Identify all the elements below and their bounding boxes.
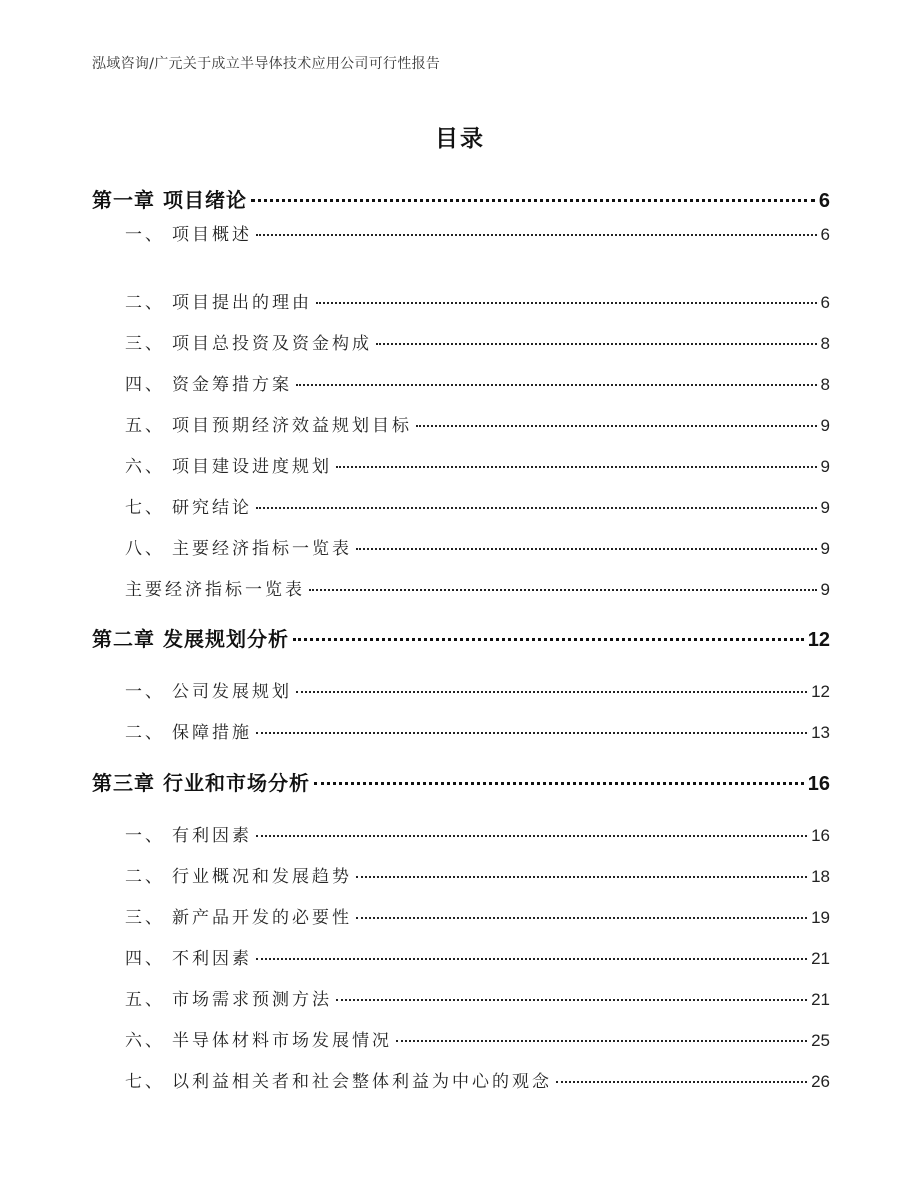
toc-section-number: 七、 xyxy=(125,1072,165,1092)
toc-section-number: 一、 xyxy=(125,225,165,245)
toc-section-1-1[interactable] xyxy=(125,220,830,245)
toc-section-3-3[interactable] xyxy=(125,903,830,928)
toc-leader-dots xyxy=(293,638,804,641)
toc-chapter-title: 第二章 发展规划分析 xyxy=(92,627,289,651)
toc-section-3-6[interactable] xyxy=(125,1026,830,1051)
toc-section-title: 以利益相关者和社会整体利益为中心的观念 xyxy=(172,1072,552,1092)
toc-section-number: 四、 xyxy=(125,949,165,969)
toc-section-1-3[interactable] xyxy=(125,329,830,354)
toc-leader-dots xyxy=(296,384,817,386)
toc-section-number: 二、 xyxy=(125,723,165,743)
toc-section-title: 主要经济指标一览表 xyxy=(172,539,352,559)
toc-section-title: 市场需求预测方法 xyxy=(172,990,332,1010)
toc-section-number: 三、 xyxy=(125,908,165,928)
toc-section-title: 项目预期经济效益规划目标 xyxy=(172,416,412,436)
toc-page-number: 21 xyxy=(811,990,830,1009)
toc-page-number: 9 xyxy=(820,498,830,517)
toc-section-1-6[interactable] xyxy=(125,452,830,477)
toc-section-title: 保障措施 xyxy=(172,723,252,743)
toc-page-number: 8 xyxy=(820,334,830,353)
toc-leader-dots xyxy=(376,343,817,345)
toc-leader-dots xyxy=(336,466,817,468)
toc-section-number: 五、 xyxy=(125,416,165,436)
toc-page-number: 18 xyxy=(811,867,830,886)
toc-page-number: 21 xyxy=(811,949,830,968)
toc-section-title: 不利因素 xyxy=(172,949,252,969)
toc-section-title: 项目概述 xyxy=(172,225,252,245)
toc-page-number: 26 xyxy=(811,1072,830,1091)
toc-leader-dots xyxy=(256,835,807,837)
toc-section-title: 资金筹措方案 xyxy=(172,375,292,395)
toc-section-title: 项目建设进度规划 xyxy=(172,457,332,477)
toc-page-number: 16 xyxy=(807,773,830,795)
toc-section-3-1[interactable] xyxy=(125,821,830,846)
toc-page-number: 19 xyxy=(811,908,830,927)
toc-section-1-2[interactable] xyxy=(125,288,830,313)
toc-page-number: 6 xyxy=(818,190,830,212)
toc-leader-dots xyxy=(256,958,807,960)
toc-leader-dots xyxy=(336,999,807,1001)
toc-section-number: 一、 xyxy=(125,682,165,702)
toc-section-title: 研究结论 xyxy=(172,498,252,518)
toc-section-number: 四、 xyxy=(125,375,165,395)
toc-section-title: 主要经济指标一览表 xyxy=(125,580,305,600)
toc-section-title: 新产品开发的必要性 xyxy=(172,908,352,928)
toc-leader-dots xyxy=(251,199,815,202)
toc-section-title: 公司发展规划 xyxy=(172,682,292,702)
toc-section-number: 三、 xyxy=(125,334,165,354)
toc-leader-dots xyxy=(256,507,817,509)
toc-page-number: 9 xyxy=(820,539,830,558)
toc-page-number: 12 xyxy=(807,629,830,651)
toc-section-number: 八、 xyxy=(125,539,165,559)
toc-section-title: 项目总投资及资金构成 xyxy=(172,334,372,354)
toc-leader-dots xyxy=(314,782,804,785)
toc-section-title: 项目提出的理由 xyxy=(172,293,312,313)
toc-leader-dots xyxy=(256,234,817,236)
toc-section-1-7[interactable] xyxy=(125,493,830,518)
toc-leader-dots xyxy=(356,876,807,878)
page-header: 泓域咨询/广元关于成立半导体技术应用公司可行性报告 xyxy=(92,56,441,72)
toc-section-2-1[interactable] xyxy=(125,677,830,702)
toc-page-number: 25 xyxy=(811,1031,830,1050)
toc-leader-dots xyxy=(309,589,817,591)
toc-chapter-2[interactable] xyxy=(92,623,830,652)
toc-page-number: 13 xyxy=(811,723,830,742)
toc-leader-dots xyxy=(356,548,817,550)
toc-section-title: 有利因素 xyxy=(172,826,252,846)
toc-section-title: 半导体材料市场发展情况 xyxy=(172,1031,392,1051)
toc-leader-dots xyxy=(356,917,807,919)
toc-section-number: 六、 xyxy=(125,457,165,477)
toc-chapter-3[interactable] xyxy=(92,767,830,796)
toc-table-entry[interactable] xyxy=(125,575,830,600)
toc-leader-dots xyxy=(396,1040,807,1042)
toc-section-3-4[interactable] xyxy=(125,944,830,969)
toc-leader-dots xyxy=(316,302,817,304)
toc-page-number: 16 xyxy=(811,826,830,845)
toc-section-1-4[interactable] xyxy=(125,370,830,395)
toc-section-2-2[interactable] xyxy=(125,718,830,743)
toc-section-3-7[interactable] xyxy=(125,1067,830,1092)
toc-leader-dots xyxy=(256,732,807,734)
toc-chapter-title: 第一章 项目绪论 xyxy=(92,188,247,212)
toc-title: 目录 xyxy=(435,126,485,152)
toc-page-number: 8 xyxy=(820,375,830,394)
toc-page-number: 6 xyxy=(820,225,830,244)
toc-leader-dots xyxy=(296,691,807,693)
toc-chapter-1[interactable] xyxy=(92,184,830,213)
toc-section-number: 六、 xyxy=(125,1031,165,1051)
toc-section-number: 五、 xyxy=(125,990,165,1010)
toc-leader-dots xyxy=(556,1081,807,1083)
toc-section-3-5[interactable] xyxy=(125,985,830,1010)
toc-page-number: 9 xyxy=(820,416,830,435)
toc-chapter-title: 第三章 行业和市场分析 xyxy=(92,771,310,795)
toc-section-1-8[interactable] xyxy=(125,534,830,559)
toc-page-number: 6 xyxy=(820,293,830,312)
toc-section-title: 行业概况和发展趋势 xyxy=(172,867,352,887)
toc-page-number: 9 xyxy=(820,457,830,476)
toc-section-number: 二、 xyxy=(125,867,165,887)
toc-page-number: 12 xyxy=(811,682,830,701)
toc-leader-dots xyxy=(416,425,817,427)
toc-page-number: 9 xyxy=(820,580,830,599)
toc-section-number: 一、 xyxy=(125,826,165,846)
toc-section-number: 七、 xyxy=(125,498,165,518)
toc-section-1-5[interactable] xyxy=(125,411,830,436)
toc-section-number: 二、 xyxy=(125,293,165,313)
toc-section-3-2[interactable] xyxy=(125,862,830,887)
